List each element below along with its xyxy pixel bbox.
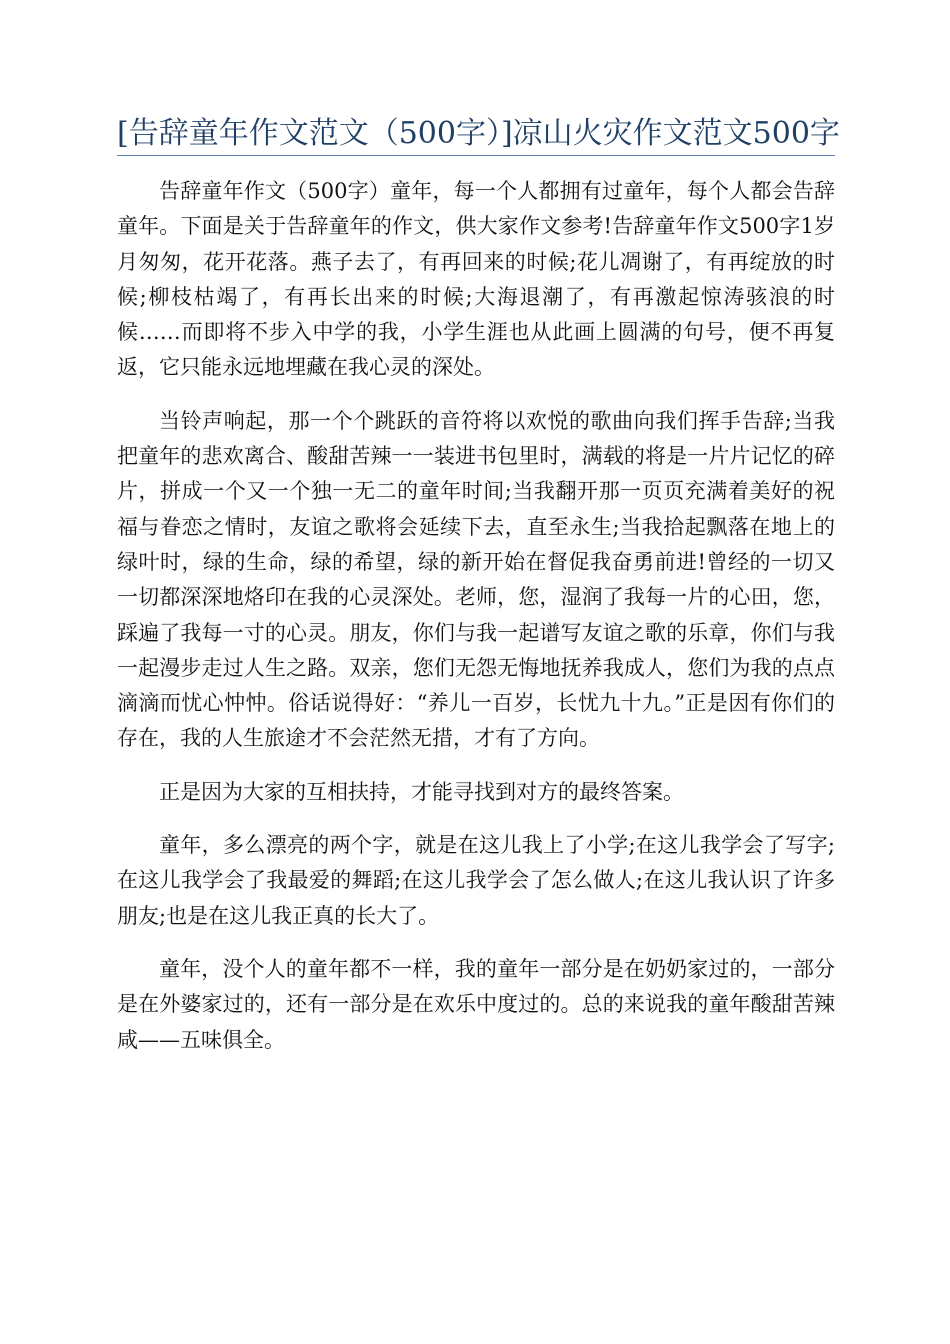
paragraph: 当铃声响起，那一个个跳跃的音符将以欢悦的歌曲向我们挥手告辞;当我把童年的悲欢离合、酸甜苦辣一一装进书包里时，满载的将是一片片记忆的碎片，拼成一个又一个独一无二的童年时间;当我翻开那一页页充满着美好的祝福与眷恋之情时，友谊之歌将会延续下去，直至永生;当我拾起飘落在地上的绿叶时，绿的生命，绿的希望，绿的新开始在督促我奋勇前进!曾经的一切又一切都深深地烙印在我的心灵深处。老师，您，湿润了我每一片的心田，您，踩遍了我每一寸的心灵。朋友，你们与我一起谱写友谊之歌的乐章，你们与我一起漫步走过人生之路。双亲，您们无怨无悔地抚养我成人，您们为我的点点滴滴而忧心忡忡。俗话说得好：“养儿一百岁，长忧九十九。”正是因有你们的存在，我的人生旅途才不会茫然无措，才有了方向。 bbox=[117, 408, 835, 751]
paragraph: 告辞童年作文（500字）童年，每一个人都拥有过童年，每个人都会告辞童年。下面是关于告辞童年的作文，供大家作文参考!告辞童年作文500字1岁月匆匆，花开花落。燕子去了，有再回来的时候;花儿凋谢了，有再绽放的时候;柳枝枯竭了，有再长出来的时候;大海退潮了，有再激起惊涛骇浪的时候……而即将不步入中学的我，小学生涯也从此画上圆满的句号，便不再复返，它只能永远地埋藏在我心灵的深处。 bbox=[117, 179, 835, 380]
document-title: [告辞童年作文范文（500字）]凉山火灾作文范文500字 bbox=[117, 116, 840, 151]
document-body bbox=[117, 174, 835, 1076]
paragraph: 童年，没个人的童年都不一样，我的童年一部分是在奶奶家过的，一部分是在外婆家过的，还有一部分是在欢乐中度过的。总的来说我的童年酸甜苦辣咸——五味俱全。 bbox=[117, 956, 835, 1052]
paragraph: 童年，多么漂亮的两个字，就是在这儿我上了小学;在这儿我学会了写字;在这儿我学会了我最爱的舞蹈;在这儿我学会了怎么做人;在这儿我认识了许多朋友;也是在这儿我正真的长大了。 bbox=[117, 833, 835, 928]
title-underline bbox=[117, 155, 835, 156]
paragraph: 正是因为大家的互相扶持，才能寻找到对方的最终答案。 bbox=[159, 779, 684, 804]
